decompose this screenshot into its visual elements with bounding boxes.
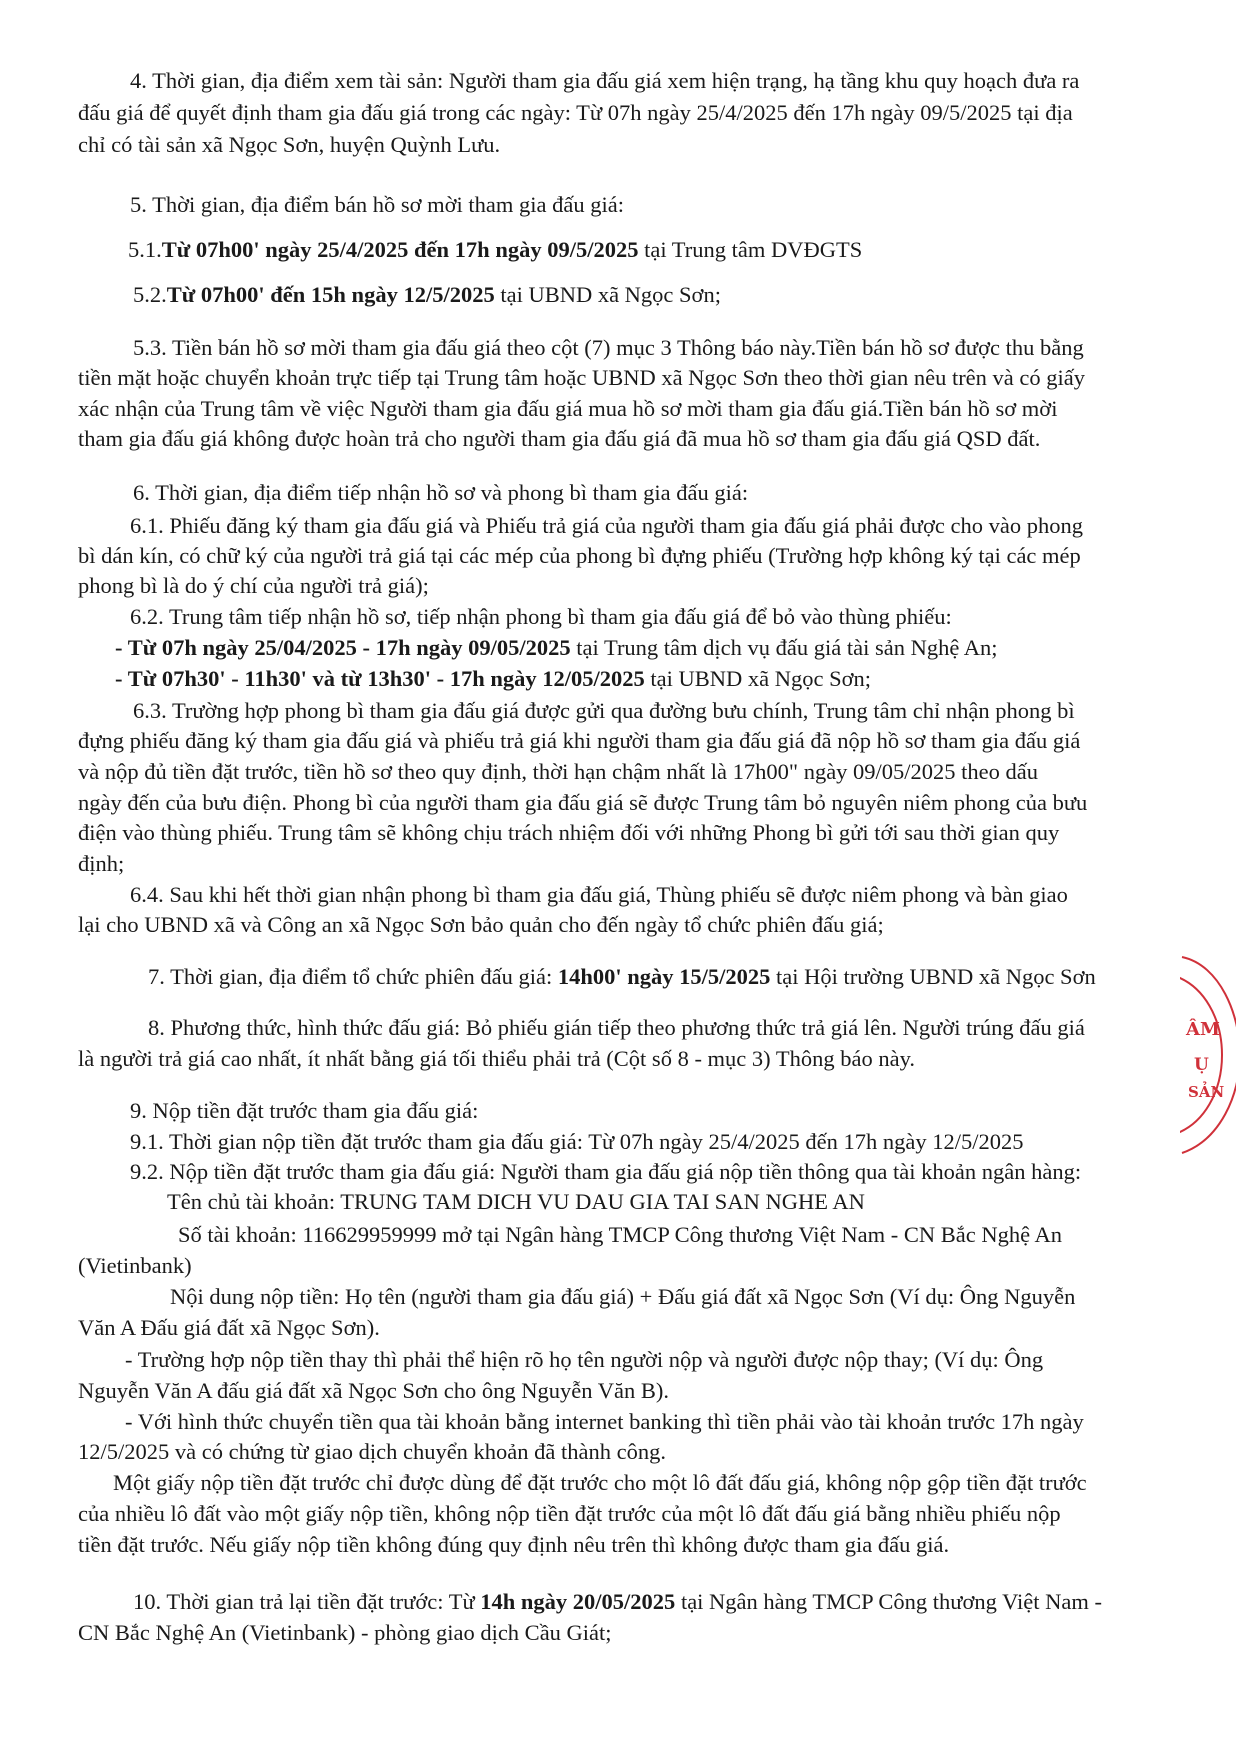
s9-proxy-line2: Nguyễn Văn A đấu giá đất xã Ngọc Sơn cho ông Nguyễn Văn B). [78, 1378, 669, 1403]
s10-rest: tại Ngân hàng TMCP Công thương Việt Nam - [675, 1589, 1102, 1614]
s9-one-slip-line3: tiền đặt trước. Nếu giấy nộp tiền không đúng quy định nêu trên thì không được tham gia đấu giá. [78, 1532, 950, 1557]
s6-3-line1: 6.3. Trường hợp phong bì tham gia đấu giá được gửi qua đường bưu chính, Trung tâm chỉ nhận phong bì [133, 698, 1075, 723]
s9-account-number-line1: Số tài khoản: 116629959999 mở tại Ngân hàng TMCP Công thương Việt Nam - CN Bắc Nghệ An [178, 1222, 1062, 1247]
s5-3-line2: tiền mặt hoặc chuyển khoản trực tiếp tại Trung tâm hoặc UBND xã Ngọc Sơn theo thời gian nêu trên và có giấy [78, 365, 1086, 390]
s7-rest: tại Hội trường UBND xã Ngọc Sơn [770, 964, 1096, 989]
s10-line2: CN Bắc Nghệ An (Vietinbank) - phòng giao dịch Cầu Giát; [78, 1620, 612, 1645]
s7-bold: 14h00' ngày 15/5/2025 [557, 964, 771, 989]
s5-3-line1: 5.3. Tiền bán hồ sơ mời tham gia đấu giá theo cột (7) mục 3 Thông báo này.Tiền bán hồ sơ được thu bằng [133, 335, 1084, 360]
s9-2: 9.2. Nộp tiền đặt trước tham gia đấu giá: Người tham gia đấu giá nộp tiền thông qua tài khoản ngân hàng: [130, 1159, 1082, 1184]
s6-2-bullet1-rest: tại Trung tâm dịch vụ đấu giá tài sản Nghệ An; [570, 635, 998, 660]
s5-1 [128, 235, 862, 265]
s8-line1: 8. Phương thức, hình thức đấu giá: Bỏ phiếu gián tiếp theo phương thức trả giá lên. Người trúng đấu giá [148, 1015, 1085, 1040]
s6-3-line5: điện vào thùng phiếu. Trung tâm sẽ không chịu trách nhiệm đối với những Phong bì gửi tới sau thời gian quy [78, 820, 1060, 845]
s6-1-line3: phong bì là do ý chí của người trả giá); [78, 573, 429, 598]
s5-3-line3: xác nhận của Trung tâm về việc Người tham gia đấu giá mua hồ sơ mời tham gia đấu giá.Tiền bán hồ sơ mời [78, 396, 1058, 421]
s6-2-line1: 6.2. Trung tâm tiếp nhận hồ sơ, tiếp nhận phong bì tham gia đấu giá để bỏ vào thùng phiếu: [130, 604, 952, 629]
s5-2-prefix: 5.2. [133, 282, 167, 307]
s6-2-bullet1-bold: - Từ 07h ngày 25/04/2025 - 17h ngày 09/05/2025 [115, 635, 571, 660]
s6-2-bullet1 [115, 633, 998, 663]
s6-3-line6: định; [78, 851, 125, 876]
s6-4-line2: lại cho UBND xã và Công an xã Ngọc Sơn bảo quản cho đến ngày tổ chức phiên đấu giá; [78, 912, 884, 937]
s10-line1 [133, 1587, 1102, 1617]
s8-line2: là người trả giá cao nhất, ít nhất bằng giá tối thiểu phải trả (Cột số 8 - mục 3) Thông báo này. [78, 1046, 916, 1071]
stamp-text-1: ÂM [1186, 1019, 1220, 1040]
s4-line1: 4. Thời gian, địa điểm xem tài sản: Người tham gia đấu giá xem hiện trạng, hạ tầng khu quy hoạch đưa ra [130, 68, 1080, 93]
s5-2-rest: tại UBND xã Ngọc Sơn; [494, 282, 721, 307]
s6-title: 6. Thời gian, địa điểm tiếp nhận hồ sơ và phong bì tham gia đấu giá: [133, 480, 749, 505]
stamp-text-3: SẢN [1188, 1083, 1225, 1101]
s9-one-slip-line1: Một giấy nộp tiền đặt trước chỉ được dùng để đặt trước cho một lô đất đấu giá, không nộp gộp tiền đặt trước [113, 1470, 1087, 1495]
s6-1-line2: bì dán kín, có chữ ký của người trả giá tại các mép của phong bì đựng phiếu (Trường hợp không ký tại các mép [78, 543, 1081, 568]
s5-2 [133, 280, 721, 310]
s9-internet-banking-line1: - Với hình thức chuyển tiền qua tài khoản bằng internet banking thì tiền phải vào tài khoản trước 17h ngày [125, 1409, 1084, 1434]
s6-3-line3: và nộp đủ tiền đặt trước, tiền hồ sơ theo quy định, thời hạn chậm nhất là 17h00" ngày 09/05/2025 theo dấu [78, 759, 1039, 784]
s5-1-prefix: 5.1. [128, 237, 162, 262]
stamp-text-2: Ụ [1194, 1055, 1209, 1075]
s6-2-bullet2-rest: tại UBND xã Ngọc Sơn; [644, 666, 872, 691]
s9-content-line1: Nội dung nộp tiền: Họ tên (người tham gia đấu giá) + Đấu giá đất xã Ngọc Sơn (Ví dụ: Ông Nguyễn [170, 1284, 1076, 1309]
s6-1-line1: 6.1. Phiếu đăng ký tham gia đấu giá và Phiếu trả giá của người tham gia đấu giá phải được cho vào phong [130, 513, 1083, 538]
s4-line3: chỉ có tài sản xã Ngọc Sơn, huyện Quỳnh Lưu. [78, 132, 501, 157]
s9-1: 9.1. Thời gian nộp tiền đặt trước tham gia đấu giá: Từ 07h ngày 25/4/2025 đến 17h ngày 12/5/2025 [130, 1129, 1024, 1154]
s7-line [148, 962, 1096, 992]
s7-prefix: 7. Thời gian, địa điểm tổ chức phiên đấu giá: [148, 964, 558, 989]
s6-3-line2: đựng phiếu đăng ký tham gia đấu giá và phiếu trả giá khi người tham gia đấu giá đã nộp hồ sơ tham gia đấu giá [78, 728, 1081, 753]
red-seal-stamp [1180, 955, 1236, 1155]
s9-title: 9. Nộp tiền đặt trước tham gia đấu giá: [130, 1098, 479, 1123]
s9-account-number-line2: (Vietinbank) [78, 1253, 192, 1278]
s9-account-holder: Tên chủ tài khoản: TRUNG TAM DICH VU DAU GIA TAI SAN NGHE AN [167, 1189, 865, 1214]
s9-content-line2: Văn A Đấu giá đất xã Ngọc Sơn). [78, 1315, 380, 1340]
s5-2-bold: Từ 07h00' đến 15h ngày 12/5/2025 [166, 282, 495, 307]
s6-3-line4: ngày đến của bưu điện. Phong bì của người tham gia đấu giá sẽ được Trung tâm bỏ nguyên niêm phong của bưu [78, 790, 1088, 815]
s9-proxy-line1: - Trường hợp nộp tiền thay thì phải thể hiện rõ họ tên người nộp và người được nộp thay; (Ví dụ: Ông [125, 1347, 1044, 1372]
s6-4-line1: 6.4. Sau khi hết thời gian nhận phong bì tham gia đấu giá, Thùng phiếu sẽ được niêm phong và bàn giao [130, 882, 1068, 907]
s5-3-line4: tham gia đấu giá không được hoàn trả cho người tham gia đấu giá đã mua hồ sơ tham gia đấu giá QSD đất. [78, 426, 1041, 451]
s5-title: 5. Thời gian, địa điểm bán hồ sơ mời tham gia đấu giá: [130, 192, 624, 217]
s6-2-bullet2-bold: - Từ 07h30' - 11h30' và từ 13h30' - 17h ngày 12/05/2025 [115, 666, 645, 691]
s6-2-bullet2 [115, 664, 871, 694]
s10-prefix: 10. Thời gian trả lại tiền đặt trước: Từ [133, 1589, 481, 1614]
stamp-outer-ring [1182, 957, 1236, 1153]
s5-1-rest: tại Trung tâm DVĐGTS [638, 237, 863, 262]
s9-one-slip-line2: của nhiều lô đất vào một giấy nộp tiền, không nộp tiền đặt trước của một lô đất đấu giá bằng nhiều phiếu nộp [78, 1501, 1061, 1526]
s10-bold: 14h ngày 20/05/2025 [480, 1589, 676, 1614]
s9-internet-banking-line2: 12/5/2025 và có chứng từ giao dịch chuyển khoản đã thành công. [78, 1439, 666, 1464]
s4-line2: đấu giá để quyết định tham gia đấu giá trong các ngày: Từ 07h ngày 25/4/2025 đến 17h ngày 09/5/2025 tại địa [78, 100, 1073, 125]
s5-1-bold: Từ 07h00' ngày 25/4/2025 đến 17h ngày 09/5/2025 [161, 237, 639, 262]
